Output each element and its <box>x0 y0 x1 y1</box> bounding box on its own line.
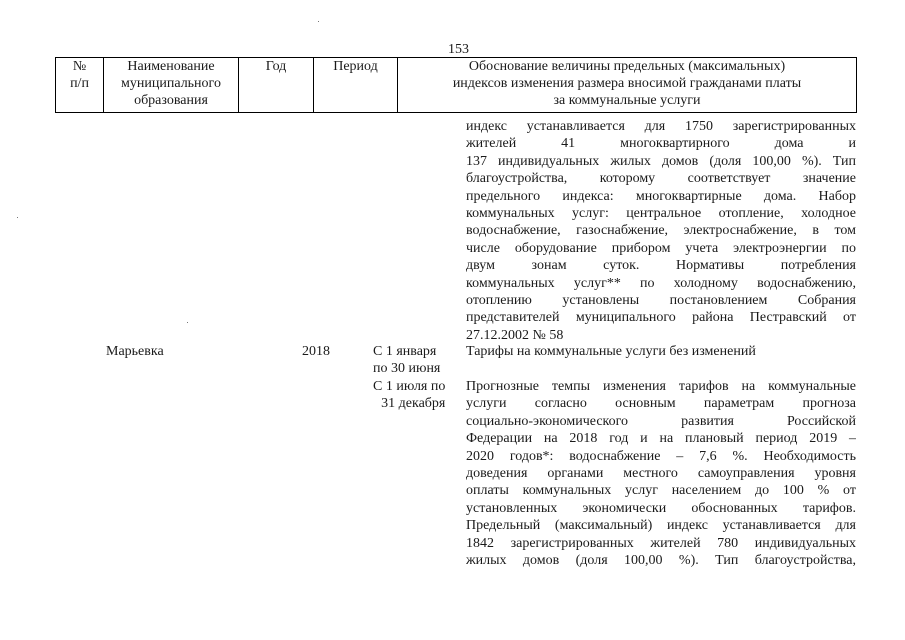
table-header <box>55 57 857 113</box>
scan-speck <box>17 217 18 218</box>
period-second-half: С 1 июля по 31 декабря <box>373 379 446 412</box>
municipality-name: Марьевка <box>106 344 164 359</box>
year-value: 2018 <box>302 344 330 359</box>
basis-no-change: Тарифы на коммунальные услуги без изменений <box>466 344 756 359</box>
header-municipality: Наименование муниципального образования <box>104 58 239 113</box>
header-basis: Обоснование величины предельных (максимальных) индексов изменения размера вносимой гражданами платы за коммунальные услуги <box>398 58 857 113</box>
scan-speck <box>318 21 319 22</box>
continued-basis-text: индекс устанавливается для 1750 зарегистрированных жителей 41 многоквартирного дома и 137 индивидуальных жилых домов (доля 100,00 %). Тип благоустройства, которому соответствует значение предельного индекса: многоквартирные дома. Набор коммунальных услуг: центральное отопление, холодное водоснабжение, газоснабжение, электроснабжение, в том числе оборудование прибором учета электроэнергии по двум зонам суток. Нормативы потребления коммунальных услуг** по холодному водоснабжению, отоплению установлены постановлением Собрания представителей муниципального района Пестравский от 27.12.2002 № 58 <box>466 119 856 343</box>
page-number: 153 <box>448 42 469 57</box>
header-number: № п/п <box>56 58 104 113</box>
period-first-half: С 1 января по 30 июня <box>373 344 441 377</box>
scan-speck <box>187 322 188 323</box>
header-year: Год <box>239 58 314 113</box>
basis-forecast-text: Прогнозные темпы изменения тарифов на коммунальные услуги согласно основным параметрам прогноза социально-экономического развития Российской Федерации на 2018 год и на плановый период 2019 – 2020 годов*: водоснабжение – 7,6 %. Необходимость доведения органами местного самоуправления уровня оплаты коммунальных услуг населением до 100 % от установленных экономически обоснованных тарифов. Предельный (максимальный) индекс устанавливается для 1842 зарегистрированных жителей 780 индивидуальных жилых домов (доля 100,00 %). Тип благоустройства, <box>466 379 856 568</box>
header-period: Период <box>314 58 398 113</box>
